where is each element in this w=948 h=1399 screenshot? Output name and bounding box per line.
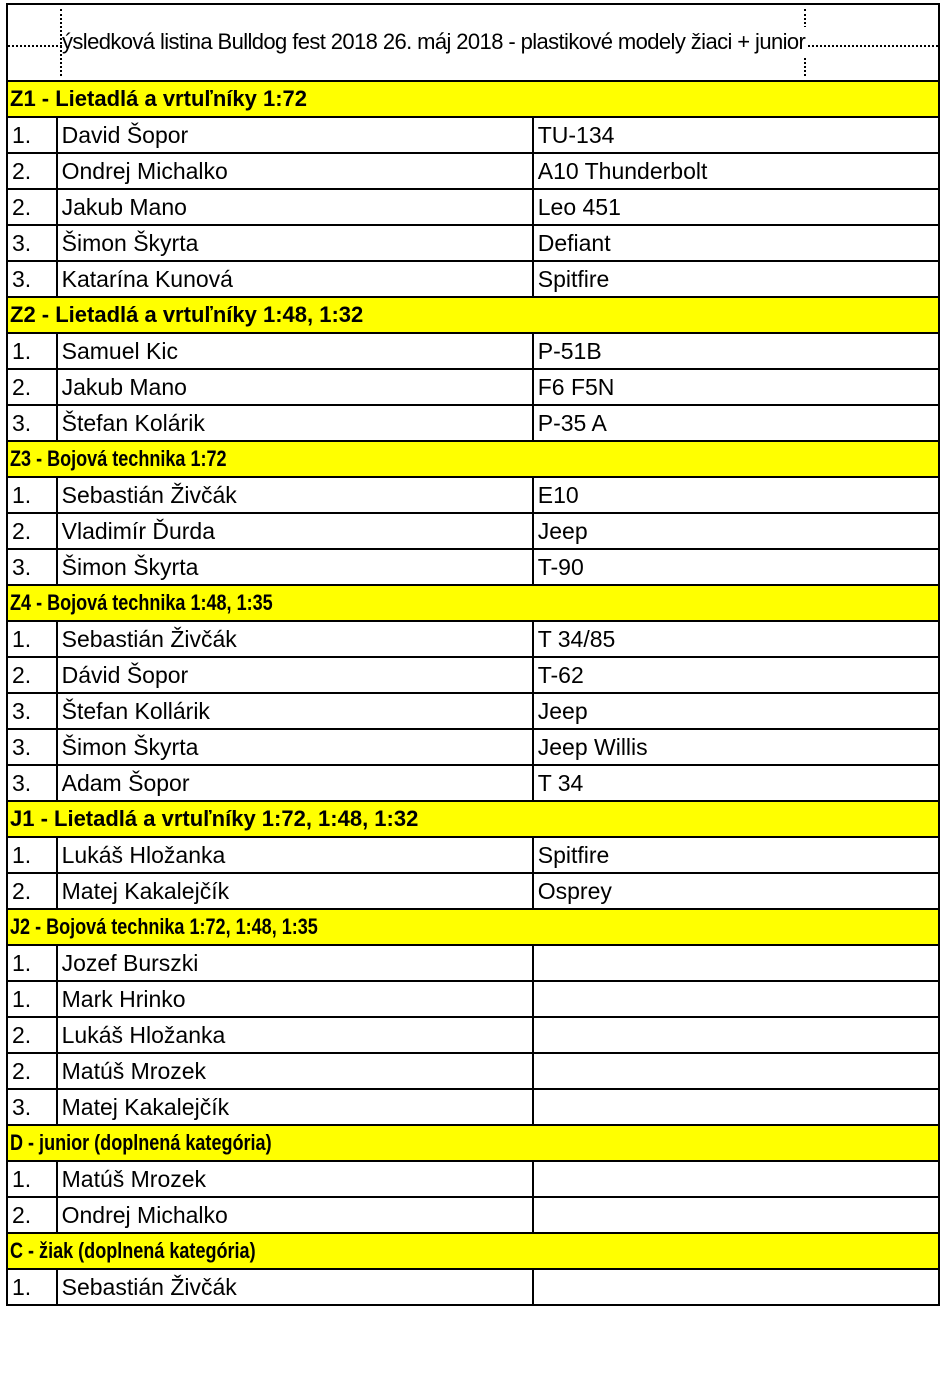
table-row	[7, 873, 939, 909]
category-header-row	[7, 1125, 939, 1161]
results-table-body	[7, 4, 939, 1305]
table-row	[7, 513, 939, 549]
category-label: D - junior (doplnená kategória)	[10, 1130, 272, 1155]
category-header-cell[interactable]	[7, 81, 939, 117]
model-cell[interactable]: Jeep	[533, 513, 939, 549]
table-row	[7, 621, 939, 657]
model-cell[interactable]	[533, 1197, 939, 1233]
name-cell[interactable]: Matúš Mrozek	[57, 1161, 533, 1197]
category-header-cell[interactable]	[7, 585, 939, 621]
model-cell[interactable]: T-62	[533, 657, 939, 693]
table-row	[7, 945, 939, 981]
category-label: Z1 - Lietadlá a vrtuľníky 1:72	[10, 86, 308, 111]
category-header-cell[interactable]	[7, 297, 939, 333]
name-cell[interactable]: Lukáš Hložanka	[57, 837, 533, 873]
name-cell[interactable]: Jakub Mano	[57, 369, 533, 405]
name-cell[interactable]: Matej Kakalejčík	[57, 873, 533, 909]
title-row	[7, 4, 939, 81]
rank-cell[interactable]: 1.	[7, 1269, 57, 1305]
results-table	[6, 3, 940, 1306]
rank-cell[interactable]: 3.	[7, 765, 57, 801]
model-cell[interactable]: Osprey	[533, 873, 939, 909]
category-header-row	[7, 1233, 939, 1269]
rank-cell[interactable]: 1.	[7, 333, 57, 369]
model-cell[interactable]: P-35 A	[533, 405, 939, 441]
table-row	[7, 693, 939, 729]
name-cell[interactable]: Štefan Kolárik	[57, 405, 533, 441]
table-row	[7, 333, 939, 369]
rank-cell[interactable]: 2.	[7, 153, 57, 189]
table-row	[7, 837, 939, 873]
table-row	[7, 477, 939, 513]
name-cell[interactable]: Šimon Škyrta	[57, 729, 533, 765]
rank-cell[interactable]: 1.	[7, 981, 57, 1017]
category-header-row	[7, 801, 939, 837]
category-label: Z2 - Lietadlá a vrtuľníky 1:48, 1:32	[10, 302, 364, 327]
name-cell[interactable]: Mark Hrinko	[57, 981, 533, 1017]
model-cell[interactable]: Defiant	[533, 225, 939, 261]
model-cell[interactable]: Jeep Willis	[533, 729, 939, 765]
model-cell[interactable]	[533, 1053, 939, 1089]
table-row	[7, 261, 939, 297]
rank-cell[interactable]: 1.	[7, 1161, 57, 1197]
name-cell[interactable]: Štefan Kollárik	[57, 693, 533, 729]
rank-cell[interactable]: 3.	[7, 549, 57, 585]
name-cell[interactable]: David Šopor	[57, 117, 533, 153]
rank-cell[interactable]: 3.	[7, 693, 57, 729]
model-cell[interactable]: T 34	[533, 765, 939, 801]
rank-cell[interactable]: 1.	[7, 117, 57, 153]
category-header-cell[interactable]	[7, 909, 939, 945]
category-label: Z4 - Bojová technika 1:48, 1:35	[10, 590, 273, 615]
category-header-row	[7, 585, 939, 621]
model-cell[interactable]: F6 F5N	[533, 369, 939, 405]
model-cell[interactable]: Jeep	[533, 693, 939, 729]
rank-cell[interactable]: 3.	[7, 261, 57, 297]
rank-cell[interactable]: 1.	[7, 837, 57, 873]
model-cell[interactable]	[533, 1269, 939, 1305]
category-label: J2 - Bojová technika 1:72, 1:48, 1:35	[10, 914, 318, 939]
table-row	[7, 657, 939, 693]
table-row	[7, 189, 939, 225]
rank-cell[interactable]: 2.	[7, 873, 57, 909]
category-header-row	[7, 81, 939, 117]
rank-cell[interactable]: 2.	[7, 189, 57, 225]
rank-cell[interactable]: 3.	[7, 225, 57, 261]
table-row	[7, 729, 939, 765]
rank-cell[interactable]: 1.	[7, 477, 57, 513]
name-cell[interactable]: Sebastián Živčák	[57, 477, 533, 513]
category-header-cell[interactable]	[7, 801, 939, 837]
model-cell[interactable]: T-90	[533, 549, 939, 585]
name-cell[interactable]: Ondrej Michalko	[57, 153, 533, 189]
name-cell[interactable]: Šimon Škyrta	[57, 225, 533, 261]
model-cell[interactable]: T 34/85	[533, 621, 939, 657]
rank-cell[interactable]: 2.	[7, 657, 57, 693]
name-cell[interactable]: Lukáš Hložanka	[57, 1017, 533, 1053]
table-row	[7, 225, 939, 261]
model-cell[interactable]	[533, 945, 939, 981]
category-label: J1 - Lietadlá a vrtuľníky 1:72, 1:48, 1:32	[10, 806, 419, 831]
rank-cell[interactable]: 3.	[7, 405, 57, 441]
table-row	[7, 1269, 939, 1305]
model-cell[interactable]: P-51B	[533, 333, 939, 369]
category-header-cell[interactable]	[7, 1125, 939, 1161]
rank-cell[interactable]: 1.	[7, 945, 57, 981]
model-cell[interactable]: Spitfire	[533, 261, 939, 297]
name-cell[interactable]: Jozef Burszki	[57, 945, 533, 981]
table-row	[7, 1089, 939, 1125]
page-title: ýsledková listina Bulldog fest 2018 26. máj 2018 - plastikové modely žiaci + junior	[62, 27, 808, 57]
name-cell[interactable]: Sebastián Živčák	[57, 1269, 533, 1305]
name-cell[interactable]: Šimon Škyrta	[57, 549, 533, 585]
rank-cell[interactable]: 2.	[7, 1017, 57, 1053]
model-cell[interactable]	[533, 1161, 939, 1197]
table-row	[7, 549, 939, 585]
model-cell[interactable]: A10 Thunderbolt	[533, 153, 939, 189]
model-cell[interactable]	[533, 1017, 939, 1053]
category-header-cell[interactable]	[7, 1233, 939, 1269]
name-cell[interactable]: Matúš Mrozek	[57, 1053, 533, 1089]
category-header-row	[7, 441, 939, 477]
name-cell[interactable]: Jakub Mano	[57, 189, 533, 225]
name-cell[interactable]: Sebastián Živčák	[57, 621, 533, 657]
title-cell[interactable]	[7, 4, 939, 81]
table-row	[7, 1053, 939, 1089]
table-row	[7, 1017, 939, 1053]
name-cell[interactable]: Matej Kakalejčík	[57, 1089, 533, 1125]
rank-cell[interactable]: 1.	[7, 621, 57, 657]
model-cell[interactable]	[533, 1089, 939, 1125]
category-header-row	[7, 297, 939, 333]
table-row	[7, 405, 939, 441]
table-row	[7, 153, 939, 189]
rank-cell[interactable]: 2.	[7, 513, 57, 549]
category-header-row	[7, 909, 939, 945]
table-row	[7, 117, 939, 153]
category-header-cell[interactable]	[7, 441, 939, 477]
category-label: C - žiak (doplnená kategória)	[10, 1238, 256, 1263]
model-cell[interactable]: E10	[533, 477, 939, 513]
rank-cell[interactable]: 2.	[7, 369, 57, 405]
rank-cell[interactable]: 3.	[7, 1089, 57, 1125]
rank-cell[interactable]: 2.	[7, 1053, 57, 1089]
table-row	[7, 369, 939, 405]
table-row	[7, 765, 939, 801]
name-cell[interactable]: Vladimír Ďurda	[57, 513, 533, 549]
name-cell[interactable]: Dávid Šopor	[57, 657, 533, 693]
table-row	[7, 981, 939, 1017]
rank-cell[interactable]: 2.	[7, 1197, 57, 1233]
name-cell[interactable]: Adam Šopor	[57, 765, 533, 801]
name-cell[interactable]: Samuel Kic	[57, 333, 533, 369]
table-row	[7, 1161, 939, 1197]
model-cell[interactable]: Leo 451	[533, 189, 939, 225]
category-label: Z3 - Bojová technika 1:72	[10, 446, 227, 471]
rank-cell[interactable]: 3.	[7, 729, 57, 765]
name-cell[interactable]: Katarína Kunová	[57, 261, 533, 297]
name-cell[interactable]: Ondrej Michalko	[57, 1197, 533, 1233]
model-cell[interactable]: Spitfire	[533, 837, 939, 873]
table-row	[7, 1197, 939, 1233]
model-cell[interactable]	[533, 981, 939, 1017]
model-cell[interactable]: TU-134	[533, 117, 939, 153]
